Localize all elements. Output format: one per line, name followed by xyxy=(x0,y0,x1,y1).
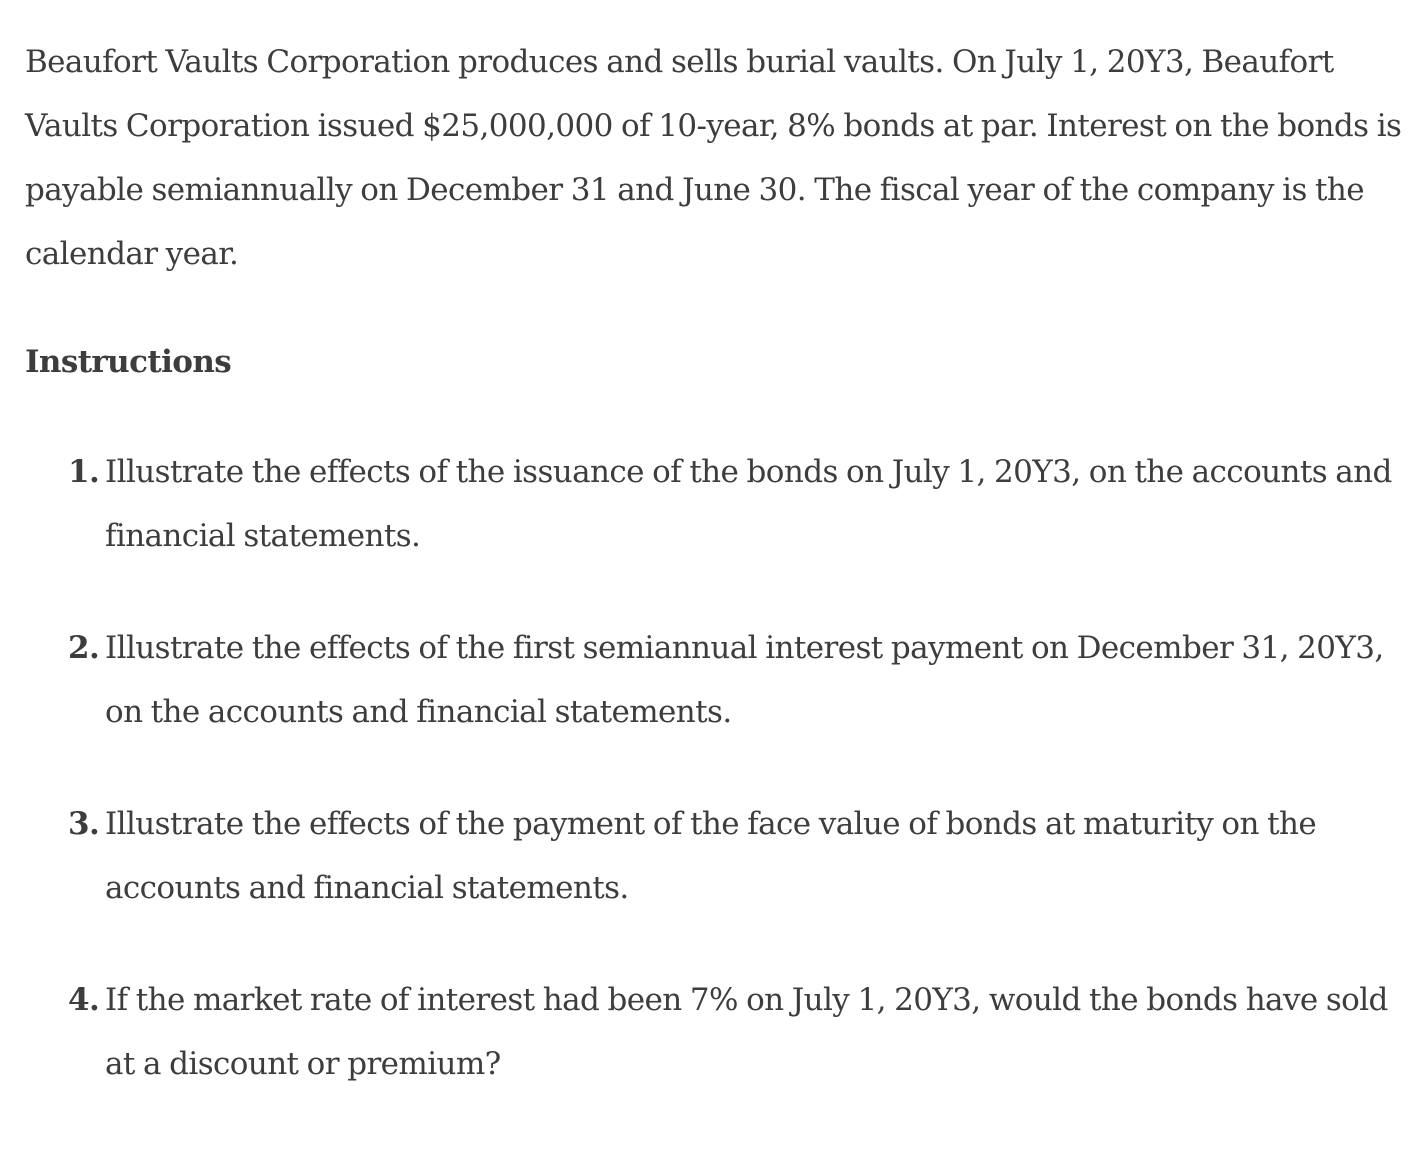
instruction-number: 1. xyxy=(68,454,100,490)
intro-paragraph: Beaufort Vaults Corporation produces and sells burial vaults. On July 1, 20Y3, Beaufort Vaults Corporation issued $25,000,000 of 10-year, 8% bonds at par. Interest on the bonds is payable semiannually on December 31 and June 30. The fiscal year of the company is the calendar year. xyxy=(25,44,1402,272)
instruction-text: Illustrate the effects of the payment of the face value of bonds at maturity on the accounts and financial statements. xyxy=(105,806,1317,906)
instructions-list xyxy=(25,440,1420,1096)
instruction-item-4 xyxy=(25,968,1420,1096)
instruction-text: Illustrate the effects of the first semiannual interest payment on December 31, 20Y3, on the accounts and financial statements. xyxy=(105,630,1384,730)
instruction-number: 3. xyxy=(68,806,100,842)
instruction-text: If the market rate of interest had been 7% on July 1, 20Y3, would the bonds have sold at a discount or premium? xyxy=(105,982,1388,1082)
instruction-number: 2. xyxy=(68,630,100,666)
instruction-number: 4. xyxy=(68,982,100,1018)
instruction-item-1 xyxy=(25,440,1420,568)
instruction-item-3 xyxy=(25,792,1420,920)
instructions-heading: Instructions xyxy=(25,344,232,380)
problem-content xyxy=(25,30,1420,1144)
instruction-text: Illustrate the effects of the issuance of the bonds on July 1, 20Y3, on the accounts and financial statements. xyxy=(105,454,1392,554)
instruction-item-2 xyxy=(25,616,1420,744)
